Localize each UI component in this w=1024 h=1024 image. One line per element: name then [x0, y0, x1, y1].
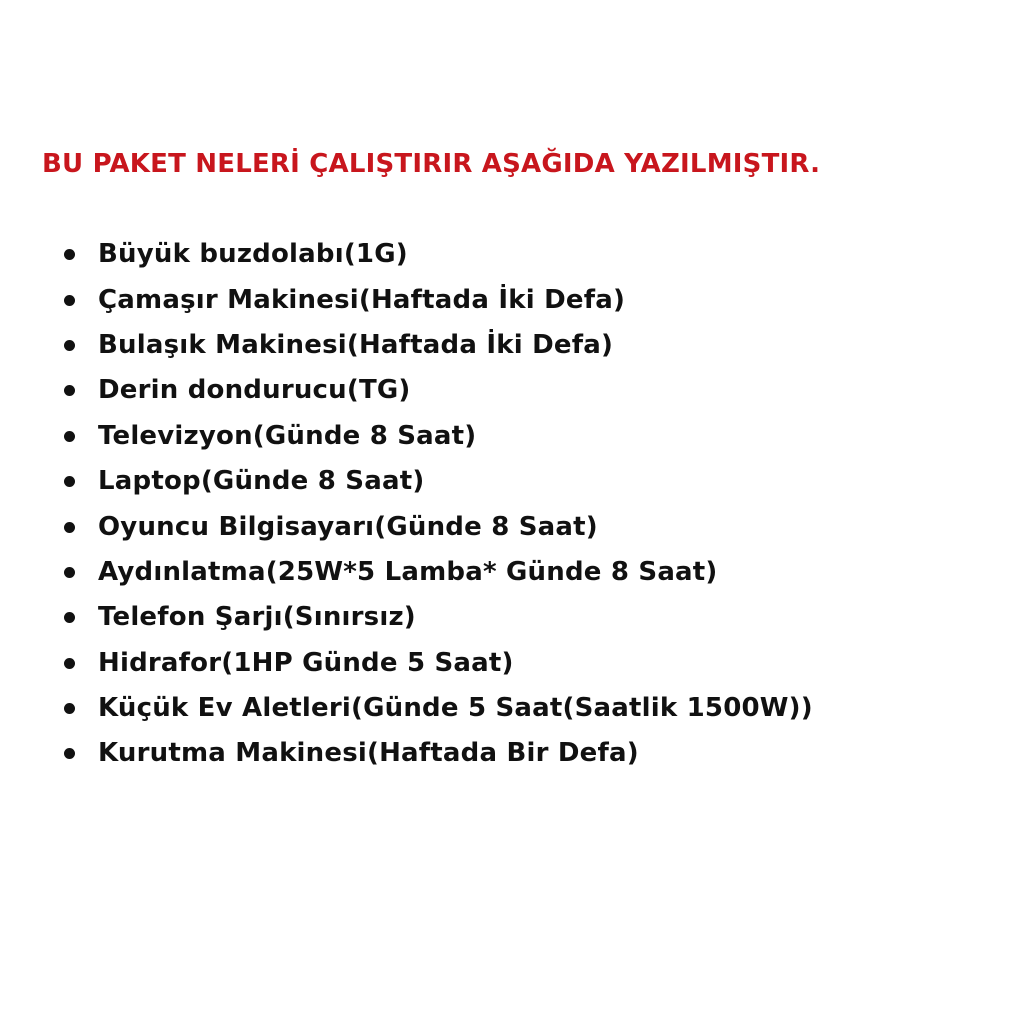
bullet-icon: [64, 385, 75, 396]
list-item-text: Derin dondurucu(TG): [98, 375, 411, 406]
list-item: [64, 595, 813, 640]
list-item: [64, 504, 813, 549]
list-item-text: Televizyon(Günde 8 Saat): [98, 420, 477, 451]
list-item-text: Laptop(Günde 8 Saat): [98, 466, 425, 497]
list-item-text: Oyuncu Bilgisayarı(Günde 8 Saat): [98, 511, 598, 542]
bullet-icon: [64, 522, 75, 533]
list-item: [64, 277, 813, 322]
package-items-list: [64, 232, 813, 777]
list-item: [64, 686, 813, 731]
page-heading: BU PAKET NELERİ ÇALIŞTIRIR AŞAĞIDA YAZILMIŞTIR.: [42, 149, 821, 179]
list-item: [64, 641, 813, 686]
bullet-icon: [64, 658, 75, 669]
list-item: [64, 459, 813, 504]
list-item: [64, 414, 813, 459]
bullet-icon: [64, 295, 75, 306]
list-item: [64, 731, 813, 776]
list-item: [64, 323, 813, 368]
list-item: [64, 550, 813, 595]
list-item: [64, 368, 813, 413]
list-item-text: Hidrafor(1HP Günde 5 Saat): [98, 647, 514, 678]
list-item-text: Küçük Ev Aletleri(Günde 5 Saat(Saatlik 1500W)): [98, 693, 813, 724]
bullet-icon: [64, 431, 75, 442]
bullet-icon: [64, 703, 75, 714]
list-item-text: Çamaşır Makinesi(Haftada İki Defa): [98, 284, 626, 315]
bullet-icon: [64, 567, 75, 578]
list-item: [64, 232, 813, 277]
bullet-icon: [64, 340, 75, 351]
list-item-text: Aydınlatma(25W*5 Lamba* Günde 8 Saat): [98, 556, 718, 587]
list-item-text: Bulaşık Makinesi(Haftada İki Defa): [98, 329, 614, 360]
list-item-text: Telefon Şarjı(Sınırsız): [98, 602, 416, 633]
bullet-icon: [64, 476, 75, 487]
list-item-text: Büyük buzdolabı(1G): [98, 239, 408, 270]
bullet-icon: [64, 748, 75, 759]
bullet-icon: [64, 612, 75, 623]
bullet-icon: [64, 249, 75, 260]
list-item-text: Kurutma Makinesi(Haftada Bir Defa): [98, 738, 639, 769]
